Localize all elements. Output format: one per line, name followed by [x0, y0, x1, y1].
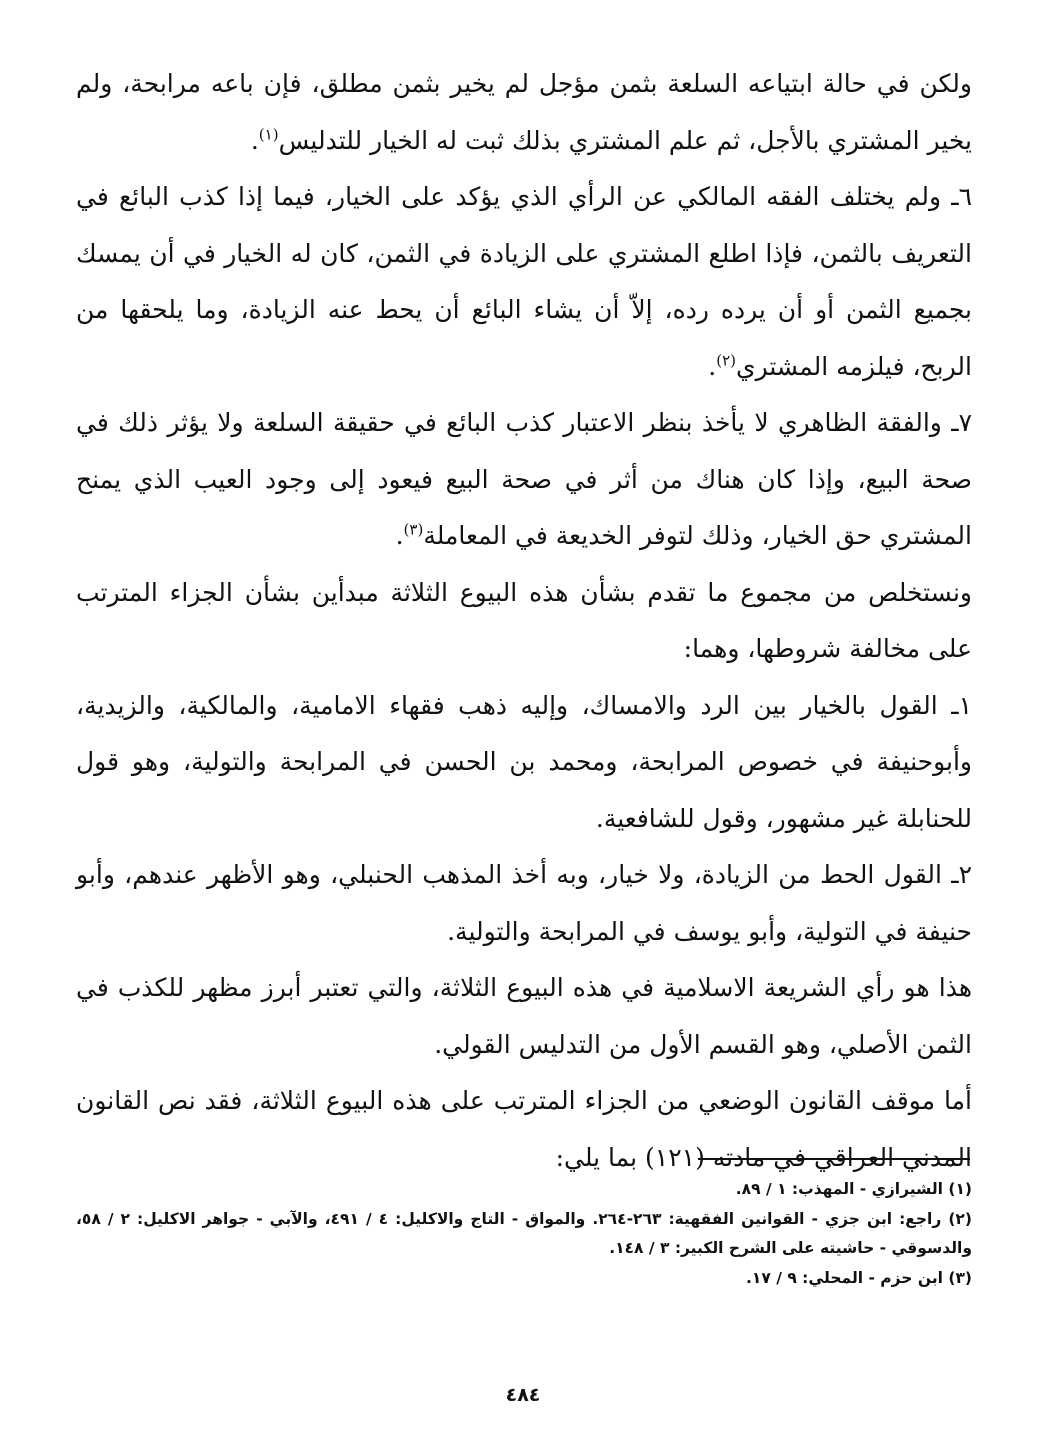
paragraph-text: ولكن في حالة ابتياعه السلعة بثمن مؤجل لم يخير بثمن مطلق، فإن باعه مرابحة، ولم يخير المشتري بالأجل، ثم علم المشتري بذلك ثبت له الخيار للتدليس	[76, 69, 972, 155]
paragraph-civil-law: أما موقف القانون الوضعي من الجزاء المترتب على هذه البيوع الثلاثة، فقد نص القانون المدني العراقي في مادته (١٢١) بما يلي:	[76, 1086, 972, 1172]
footnote-ref-2: (٢)	[716, 351, 736, 370]
footnote-3: (٣) ابن حزم - المحلي: ٩ / ١٧.	[746, 1268, 972, 1287]
paragraph-zahiri	[76, 395, 972, 565]
paragraph-deferred-price	[76, 56, 972, 169]
footnotes	[76, 1175, 972, 1293]
end-punctuation: .	[395, 521, 404, 550]
paragraph-text: ٦ـ ولم يختلف الفقه المالكي عن الرأي الذي يؤكد على الخيار، فيما إذا كذب البائع في التعريف بالثمن، فإذا اطلع المشتري على الزيادة في الثمن، كان له الخيار في أن يمسك بجميع الثمن أو أن يرده رده، إلاّ أن يشاء البائع أن يحط عنه الزيادة، وما يلحقها من الربح، فيلزمه المشتري	[76, 182, 972, 381]
paragraph-maliki	[76, 169, 972, 395]
end-punctuation: .	[250, 125, 259, 155]
paragraph-principle-1: ١ـ القول بالخيار بين الرد والامساك، وإليه ذهب فقهاء الامامية، والمالكية، والزيدية، وأبوحنيفة في خصوص المرابحة، ومحمد بن الحسن في المرابحة والتولية، وهو قول للحنابلة غير مشهور، وقول للشافعية.	[76, 690, 972, 833]
footnote-ref-3: (٣)	[403, 520, 424, 539]
page-number: ٤٨٤	[505, 1384, 541, 1406]
footnote-1: (١) الشيرازي - المهذب: ١ / ٨٩.	[735, 1180, 972, 1198]
end-punctuation: .	[708, 351, 717, 381]
footnote-2: (٢) راجع: ابن جزي - القوانين الفقهية: ٢٦٣-٢٦٤. والمواق - التاج والاكليل: ٤ / ٤٩١، والآبي - جواهر الاكليل: ٢ / ٥٨، والدسوقي - حاشيته على الشرح الكبير: ٣ / ١٤٨.	[76, 1209, 972, 1257]
footnote-ref-1: (١)	[258, 125, 279, 144]
paragraph-text: ٧ـ والفقة الظاهري لا يأخذ بنظر الاعتبار كذب البائع في حقيقة السلعة ولا يؤثر ذلك في صحة البيع، وإذا كان هناك من أثر في صحة البيع فيعود إلى وجود العيب الذي يمنح المشتري حق الخيار، وذلك لتوفر الخديعة في المعاملة	[76, 408, 972, 550]
paragraph-conclusion: ونستخلص من مجموع ما تقدم بشأن هذه البيوع الثلاثة مبدأين بشأن الجزاء المترتب على مخالفة شروطها، وهما:	[76, 577, 972, 663]
paragraph-sharia-view: هذا هو رأي الشريعة الاسلامية في هذه البيوع الثلاثة، والتي تعتبر أبرز مظهر للكذب في الثمن الأصلي، وهو القسم الأول من التدليس القولي.	[76, 973, 972, 1059]
paragraph-principle-2: ٢ـ القول الحط من الزيادة، ولا خيار، وبه أخذ المذهب الحنبلي، وهو الأظهر عندهم، وأبو حنيفة في التولية، وأبو يوسف في المرابحة والتولية.	[76, 860, 972, 946]
main-text	[76, 56, 972, 1186]
footnote-separator	[698, 1158, 970, 1160]
